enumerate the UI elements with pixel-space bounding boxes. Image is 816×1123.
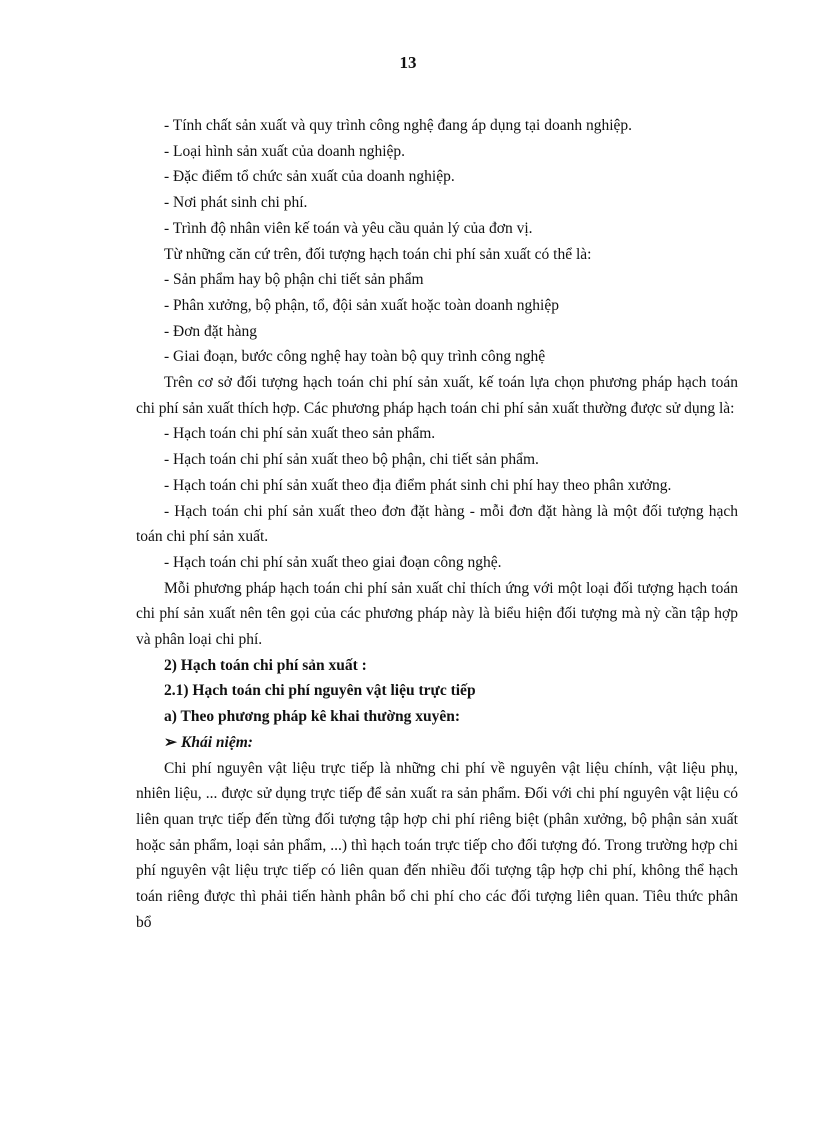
document-body [136,113,738,936]
list-item: - Loại hình sản xuất của doanh nghiệp. [164,142,406,160]
subsection-heading: 2.1) Hạch toán chi phí nguyên vật liệu trực tiếp [164,682,476,700]
arrow-bullet-icon: ➢ [164,733,177,751]
method-item: - Hạch toán chi phí sản xuất theo đơn đặt hàng - mỗi đơn đặt hàng là một đối tượng hạch toán chi phí sản xuất. [136,502,738,546]
list-item: - Sản phẩm hay bộ phận chi tiết sản phẩm [164,271,424,289]
method-item: - Hạch toán chi phí sản xuất theo địa điểm phát sinh chi phí hay theo phân xưởng. [164,476,672,494]
list-item: - Tính chất sản xuất và quy trình công nghệ đang áp dụng tại doanh nghiệp. [164,117,633,134]
concept-label: Khái niệm: [181,733,253,751]
paragraph: Trên cơ sở đối tượng hạch toán chi phí sản xuất, kế toán lựa chọn phương pháp hạch toán chi phí sản xuất thích hợp. Các phương pháp hạch toán chi phí sản xuất thường được sử dụng là: [136,374,738,417]
page-number: 13 [399,53,417,72]
intro-line: Từ những căn cứ trên, đối tượng hạch toán chi phí sản xuất có thể là: [164,245,592,263]
list-item: - Nơi phát sinh chi phí. [164,194,308,212]
list-item: - Đơn đặt hàng [164,322,257,340]
method-item: - Hạch toán chi phí sản xuất theo sản phẩm. [164,425,436,443]
method-item: - Hạch toán chi phí sản xuất theo bộ phận, chi tiết sản phẩm. [164,451,539,469]
list-item: - Giai đoạn, bước công nghệ hay toàn bộ quy trình công nghệ [164,348,546,366]
method-item: - Hạch toán chi phí sản xuất theo giai đoạn công nghệ. [164,553,502,571]
paragraph: Mỗi phương pháp hạch toán chi phí sản xuất chỉ thích ứng với một loại đối tượng hạch toán chi phí sản xuất nên tên gọi của các phương pháp này là biểu hiện đối tượng mà nỳ cần tập hợp và phân loại chi phí. [136,579,738,649]
section-heading: 2) Hạch toán chi phí sản xuất : [164,656,367,674]
list-item: - Trình độ nhân viên kế toán và yêu cầu quản lý của đơn vị. [164,219,533,237]
list-item: - Phân xưởng, bộ phận, tổ, đội sản xuất hoặc toàn doanh nghiệp [164,296,559,314]
paragraph: Chi phí nguyên vật liệu trực tiếp là những chi phí về nguyên vật liệu chính, vật liệu phụ, nhiên liệu, ... được sử dụng trực tiếp để sản xuất ra sản phẩm. Đối với chi phí nguyên vật liệu có liên quan trực tiếp đến từng đối tượng tập hợp chi phí riêng biệt (phân xưởng, bộ phận sản xuất hoặc sản phẩm, loại sản phẩm, ...) thì hạch toán trực tiếp cho đối tượng đó. Trong trường hợp chi phí nguyên vật liệu trực tiếp có liên quan đến nhiều đối tượng tập hợp chi phí, không thể hạch toán riêng được thì phải tiến hành phân bổ chi phí cho các đối tượng liên quan. Tiêu thức phân bổ [136,759,738,931]
sub-subsection-heading: a) Theo phương pháp kê khai thường xuyên: [164,708,461,726]
list-item: - Đặc điểm tổ chức sản xuất của doanh nghiệp. [164,168,455,186]
concept-heading [136,730,738,756]
